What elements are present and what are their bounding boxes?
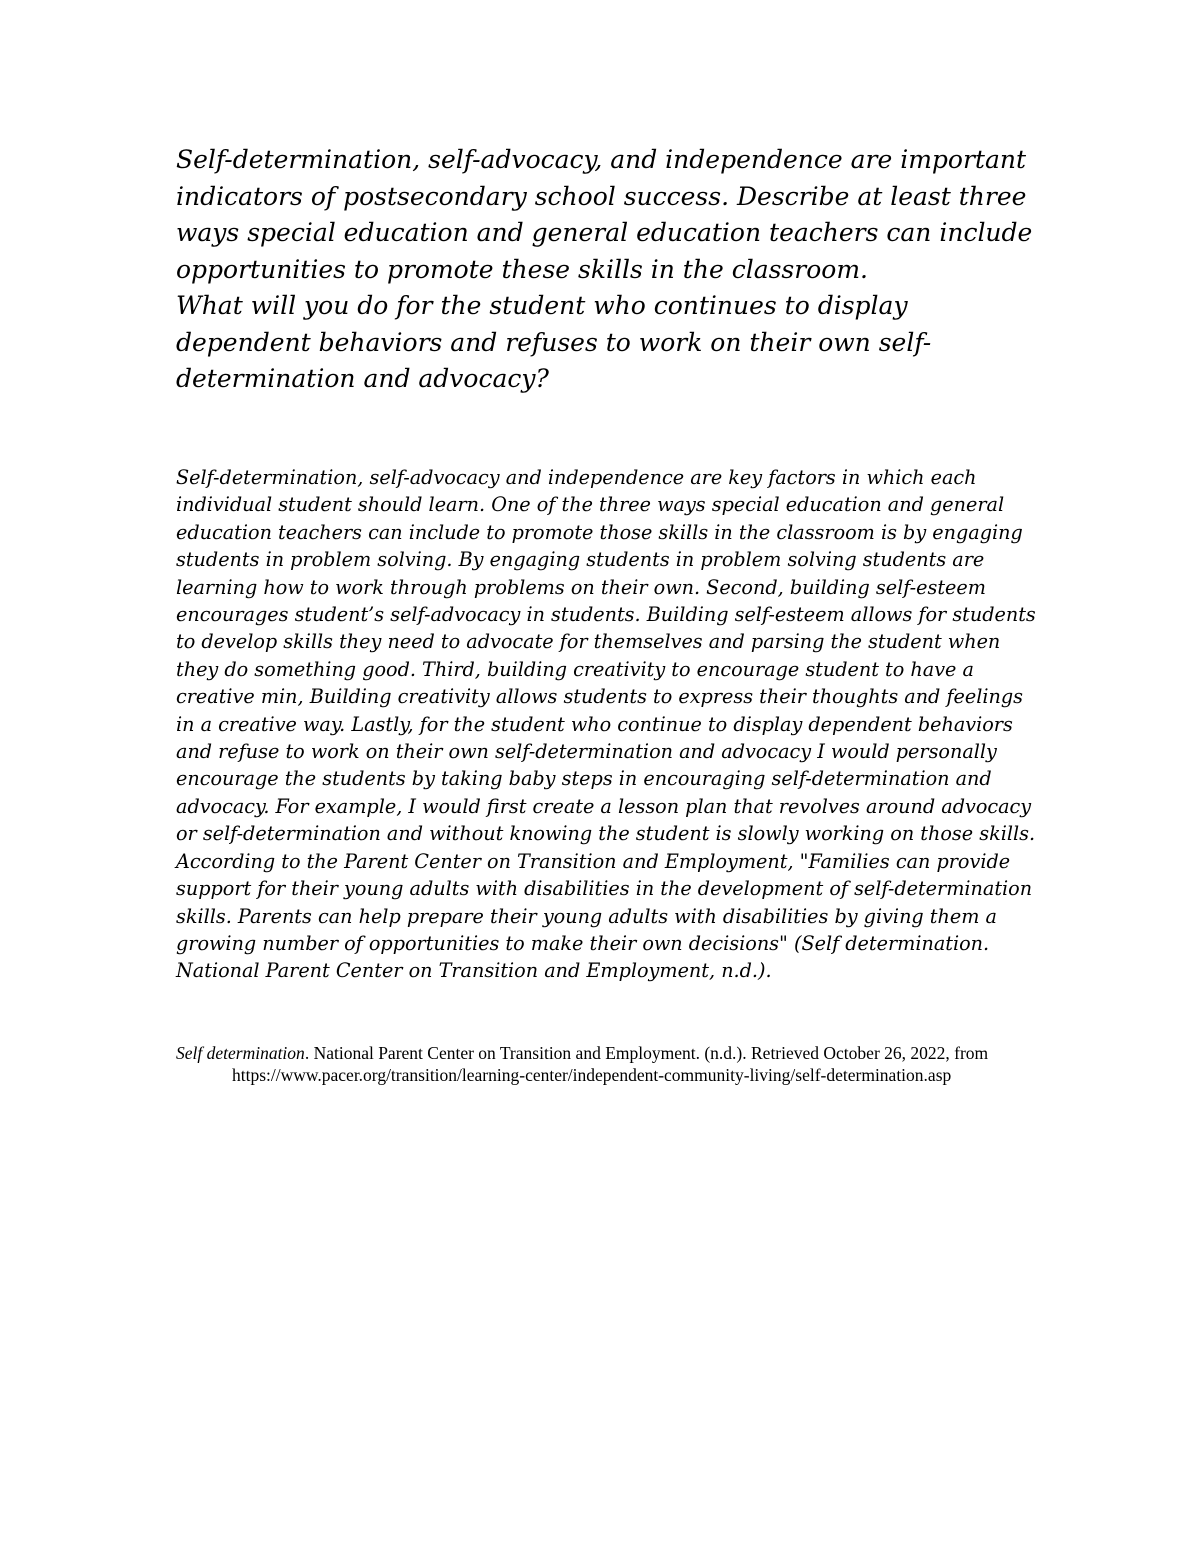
answer-paragraph: Self-determination, self-advocacy and independence are key factors in which each individual student should learn. One of the three ways special education and general education teachers can include to promote those skills in the classroom is by engaging students in problem solving. By engaging students in problem solving students are learning how to work through problems on their own. Second, building self-esteem encourages student’s self-advocacy in students. Building self-esteem allows for students to develop skills they need to advocate for themselves and parsing the student when they do something good. Third, building creativity to encourage student to have a creative min, Building creativity allows students to express their thoughts and feelings in a creative way. Lastly, for the student who continue to display dependent behaviors and refuse to work on their own self-determination and advocacy I would personally encourage the students by taking baby steps in encouraging self-determination and advocacy. For example, I would first create a lesson plan that revolves around advocacy or self-determination and without knowing the student is slowly working on those skills. According to the Parent Center on Transition and Employment, "Families can provide support for their young adults with disabilities in the development of self-determination skills. Parents can help prepare their young adults with disabilities by giving them a growing number of opportunities to make their own decisions" (Self determination. National Parent Center on Transition and Employment, n.d.). — [176, 466, 1036, 983]
assignment-question — [176, 142, 1036, 398]
reference-entry — [176, 1043, 1077, 1086]
question-prompt: Self-determination, self-advocacy, and independence are important indicators of postsecondary school success. Describe at least three ways special education and general education teachers can include opportunities to promote these skills in the classroom. — [176, 145, 1033, 284]
question-followup: What will you do for the student who continues to display dependent behaviors and refuses to work on their own self-determination and advocacy? — [176, 291, 932, 393]
reference-title: Self determination — [176, 1043, 305, 1063]
reference-details: . National Parent Center on Transition and Employment. (n.d.). Retrieved October 26, 2022, from https://www.pacer.org/transition/learning-center/independent-community-living/self-determination.asp — [232, 1043, 989, 1085]
